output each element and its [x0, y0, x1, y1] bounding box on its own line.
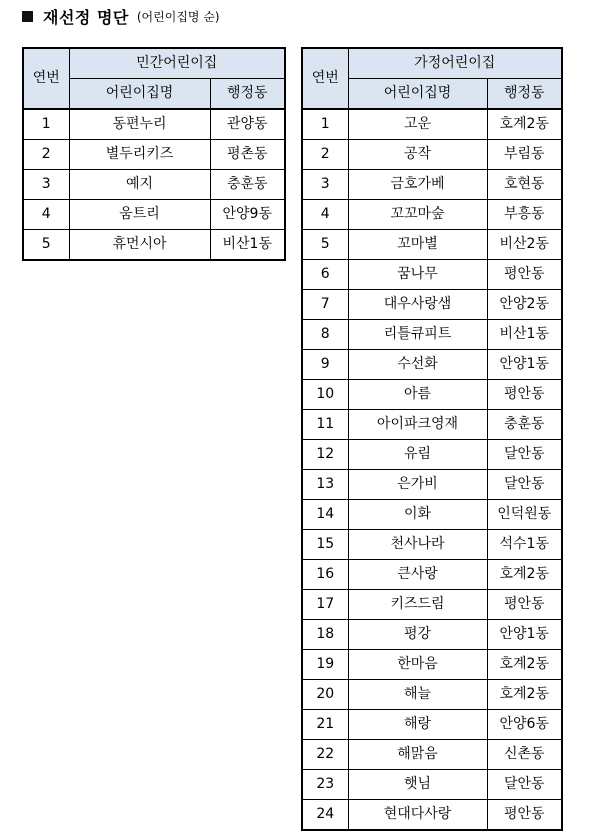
row-number: 14: [302, 500, 348, 530]
row-dong: 평촌동: [210, 140, 285, 170]
row-number: 21: [302, 710, 348, 740]
row-dong: 달안동: [487, 770, 562, 800]
col-header-name: 어린이집명: [348, 79, 487, 110]
row-dong: 달안동: [487, 440, 562, 470]
row-dong: 호계2동: [487, 560, 562, 590]
row-dong: 부흥동: [487, 200, 562, 230]
table-row: [302, 230, 562, 260]
table-row: [23, 200, 285, 230]
row-daycare-name: 움트리: [69, 200, 210, 230]
row-daycare-name: 꼬꼬마숲: [348, 200, 487, 230]
row-daycare-name: 꼬마별: [348, 230, 487, 260]
row-daycare-name: 큰사랑: [348, 560, 487, 590]
row-number: 2: [23, 140, 69, 170]
row-number: 12: [302, 440, 348, 470]
row-number: 1: [23, 109, 69, 140]
row-dong: 비산2동: [487, 230, 562, 260]
heading-title: 재선정 명단: [43, 7, 129, 27]
row-daycare-name: 동편누리: [69, 109, 210, 140]
row-daycare-name: 이화: [348, 500, 487, 530]
row-dong: 충훈동: [487, 410, 562, 440]
row-dong: 호계2동: [487, 109, 562, 140]
private-table-body: [23, 109, 285, 260]
table-row: [23, 109, 285, 140]
row-number: 3: [302, 170, 348, 200]
table-row: [23, 230, 285, 261]
row-dong: 안양1동: [487, 350, 562, 380]
row-daycare-name: 예지: [69, 170, 210, 200]
row-number: 7: [302, 290, 348, 320]
row-daycare-name: 금호가베: [348, 170, 487, 200]
row-dong: 관양동: [210, 109, 285, 140]
group-header-home: 가정어린이집: [348, 48, 562, 79]
row-dong: 평안동: [487, 590, 562, 620]
row-number: 8: [302, 320, 348, 350]
row-dong: 안양6동: [487, 710, 562, 740]
col-header-dong: 행정동: [210, 79, 285, 110]
row-dong: 평안동: [487, 260, 562, 290]
table-row: [302, 560, 562, 590]
row-dong: 비산1동: [210, 230, 285, 261]
row-dong: 신촌동: [487, 740, 562, 770]
row-daycare-name: 키즈드림: [348, 590, 487, 620]
table-row: [302, 740, 562, 770]
row-dong: 평안동: [487, 380, 562, 410]
square-bullet-icon: [22, 11, 33, 22]
table-row: [302, 590, 562, 620]
row-number: 13: [302, 470, 348, 500]
table-row: [302, 620, 562, 650]
table-row: [302, 290, 562, 320]
row-number: 3: [23, 170, 69, 200]
row-number: 2: [302, 140, 348, 170]
table-row: [302, 800, 562, 831]
table-row: [302, 170, 562, 200]
row-daycare-name: 유림: [348, 440, 487, 470]
row-daycare-name: 해맑음: [348, 740, 487, 770]
row-daycare-name: 대우사랑샘: [348, 290, 487, 320]
row-number: 18: [302, 620, 348, 650]
row-daycare-name: 천사나라: [348, 530, 487, 560]
row-dong: 안양2동: [487, 290, 562, 320]
home-daycare-table: [301, 47, 563, 831]
row-dong: 석수1동: [487, 530, 562, 560]
table-row: [23, 140, 285, 170]
row-number: 1: [302, 109, 348, 140]
row-daycare-name: 휴먼시아: [69, 230, 210, 261]
table-row: [302, 710, 562, 740]
row-daycare-name: 고운: [348, 109, 487, 140]
row-number: 17: [302, 590, 348, 620]
table-row: [302, 440, 562, 470]
row-dong: 안양1동: [487, 620, 562, 650]
row-daycare-name: 평강: [348, 620, 487, 650]
table-row: [302, 200, 562, 230]
row-daycare-name: 한마음: [348, 650, 487, 680]
row-dong: 달안동: [487, 470, 562, 500]
col-header-name: 어린이집명: [69, 79, 210, 110]
row-daycare-name: 공작: [348, 140, 487, 170]
row-daycare-name: 아이파크영재: [348, 410, 487, 440]
row-dong: 비산1동: [487, 320, 562, 350]
row-daycare-name: 해랑: [348, 710, 487, 740]
row-dong: 충훈동: [210, 170, 285, 200]
home-table-body: [302, 109, 562, 830]
table-row: [302, 770, 562, 800]
table-row: [302, 680, 562, 710]
row-number: 5: [23, 230, 69, 261]
col-header-number: 연번: [23, 48, 69, 109]
row-daycare-name: 수선화: [348, 350, 487, 380]
row-dong: 호계2동: [487, 650, 562, 680]
row-number: 9: [302, 350, 348, 380]
table-row: [302, 530, 562, 560]
row-number: 15: [302, 530, 348, 560]
section-heading: [22, 4, 220, 28]
row-daycare-name: 별두리키즈: [69, 140, 210, 170]
row-daycare-name: 햇님: [348, 770, 487, 800]
row-number: 19: [302, 650, 348, 680]
row-number: 10: [302, 380, 348, 410]
table-row: [302, 350, 562, 380]
table-row: [302, 500, 562, 530]
table-row: [23, 170, 285, 200]
row-number: 24: [302, 800, 348, 831]
row-number: 6: [302, 260, 348, 290]
row-dong: 인덕원동: [487, 500, 562, 530]
row-number: 22: [302, 740, 348, 770]
table-row: [302, 650, 562, 680]
col-header-dong: 행정동: [487, 79, 562, 110]
row-daycare-name: 은가비: [348, 470, 487, 500]
row-daycare-name: 꿈나무: [348, 260, 487, 290]
private-daycare-table: [22, 47, 286, 261]
row-number: 11: [302, 410, 348, 440]
row-dong: 안양9동: [210, 200, 285, 230]
table-row: [302, 320, 562, 350]
row-daycare-name: 리틀큐피트: [348, 320, 487, 350]
heading-subtitle: (어린이집명 순): [136, 9, 220, 24]
row-dong: 호현동: [487, 170, 562, 200]
table-row: [302, 380, 562, 410]
row-number: 4: [23, 200, 69, 230]
col-header-number: 연번: [302, 48, 348, 109]
table-row: [302, 109, 562, 140]
table-row: [302, 470, 562, 500]
row-number: 16: [302, 560, 348, 590]
row-number: 23: [302, 770, 348, 800]
table-row: [302, 410, 562, 440]
row-daycare-name: 아름: [348, 380, 487, 410]
row-dong: 평안동: [487, 800, 562, 831]
row-number: 4: [302, 200, 348, 230]
table-row: [302, 260, 562, 290]
row-number: 5: [302, 230, 348, 260]
table-row: [302, 140, 562, 170]
row-daycare-name: 해늘: [348, 680, 487, 710]
row-dong: 호계2동: [487, 680, 562, 710]
row-dong: 부림동: [487, 140, 562, 170]
group-header-private: 민간어린이집: [69, 48, 285, 79]
row-number: 20: [302, 680, 348, 710]
row-daycare-name: 현대다사랑: [348, 800, 487, 831]
